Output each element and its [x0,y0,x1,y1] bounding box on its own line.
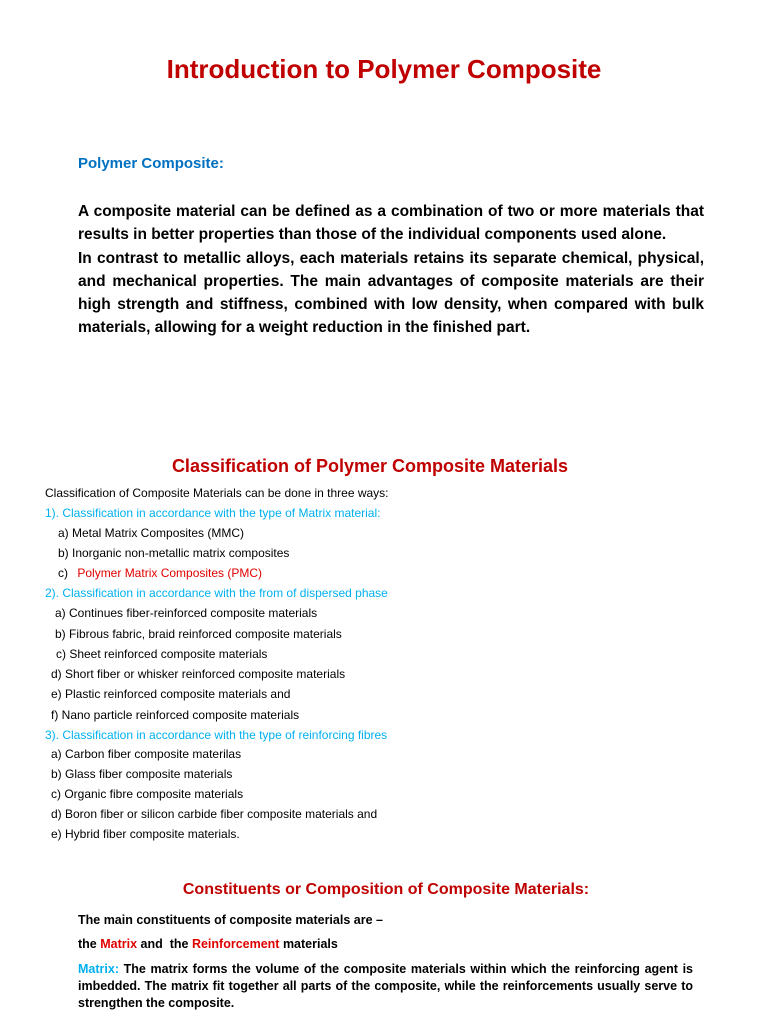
list-item: a) Continues fiber-reinforced composite materials [55,606,318,620]
classification-intro: Classification of Composite Materials can be done in three ways: [45,486,389,500]
list-item: a) Metal Matrix Composites (MMC) [58,526,245,540]
text-the: the [78,937,101,951]
classification-title: Classification of Polymer Composite Materials [171,456,569,476]
reinforcement-word: Reinforcement [191,937,280,951]
constituents-line-2 [78,937,338,951]
intro-paragraph-1: A composite material can be defined as a combination of two or more materials that results in better properties than those of the individual components used alone. [78,203,704,244]
intro-text [78,200,704,340]
list-item: a) Carbon fiber composite materilas [51,747,242,761]
list-item: b) Glass fiber composite materials [51,767,233,781]
matrix-word: Matrix [100,937,138,951]
list-item: c) Sheet reinforced composite materials [56,647,268,661]
constituents-title: Constituents or Composition of Composite Materials: [182,881,590,898]
list-item: e) Hybrid fiber composite materials. [51,827,240,841]
text-materials: materials [279,937,338,951]
matrix-text: The matrix forms the volume of the composite materials within which the reinforcing agent is imbedded. The matrix fit together all parts of the composite, while the reinforcements usually serve to strengthen the composite. [78,962,693,1010]
list-item: b) Fibrous fabric, braid reinforced composite materials [55,627,342,641]
intro-paragraph-2: In contrast to metallic alloys, each materials retains its separate chemical, physical, and mechanical properties. The main advantages of composite materials are their high strength and stiffness, combined with low density, when compared with bulk materials, allowing for a weight reduction in the finished part. [78,249,704,337]
matrix-paragraph [78,961,693,1012]
pmc-highlight: Polymer Matrix Composites (PMC) [77,566,263,580]
page-title: Introduction to Polymer Composite [166,54,602,84]
constituents-line-1: The main constituents of composite materials are – [78,913,383,927]
group-1-heading: 1). Classification in accordance with the type of Matrix material: [45,506,381,520]
list-item: b) Inorganic non-metallic matrix composites [58,546,290,560]
list-item-prefix: c) [58,566,72,580]
list-item [58,565,262,581]
group-2-heading: 2). Classification in accordance with the from of dispersed phase [45,586,388,600]
list-item: c) Organic fibre composite materials [51,787,244,801]
list-item: e) Plastic reinforced composite materials and [51,687,291,701]
polymer-composite-heading: Polymer Composite: [78,155,224,172]
list-item: f) Nano particle reinforced composite materials [51,708,300,722]
list-item: d) Short fiber or whisker reinforced composite materials [51,667,346,681]
group-3-heading: 3). Classification in accordance with the type of reinforcing fibres [45,728,388,742]
matrix-label: Matrix: [78,962,119,976]
text-and-the: and the [137,937,192,951]
list-item: d) Boron fiber or silicon carbide fiber composite materials and [51,807,378,821]
